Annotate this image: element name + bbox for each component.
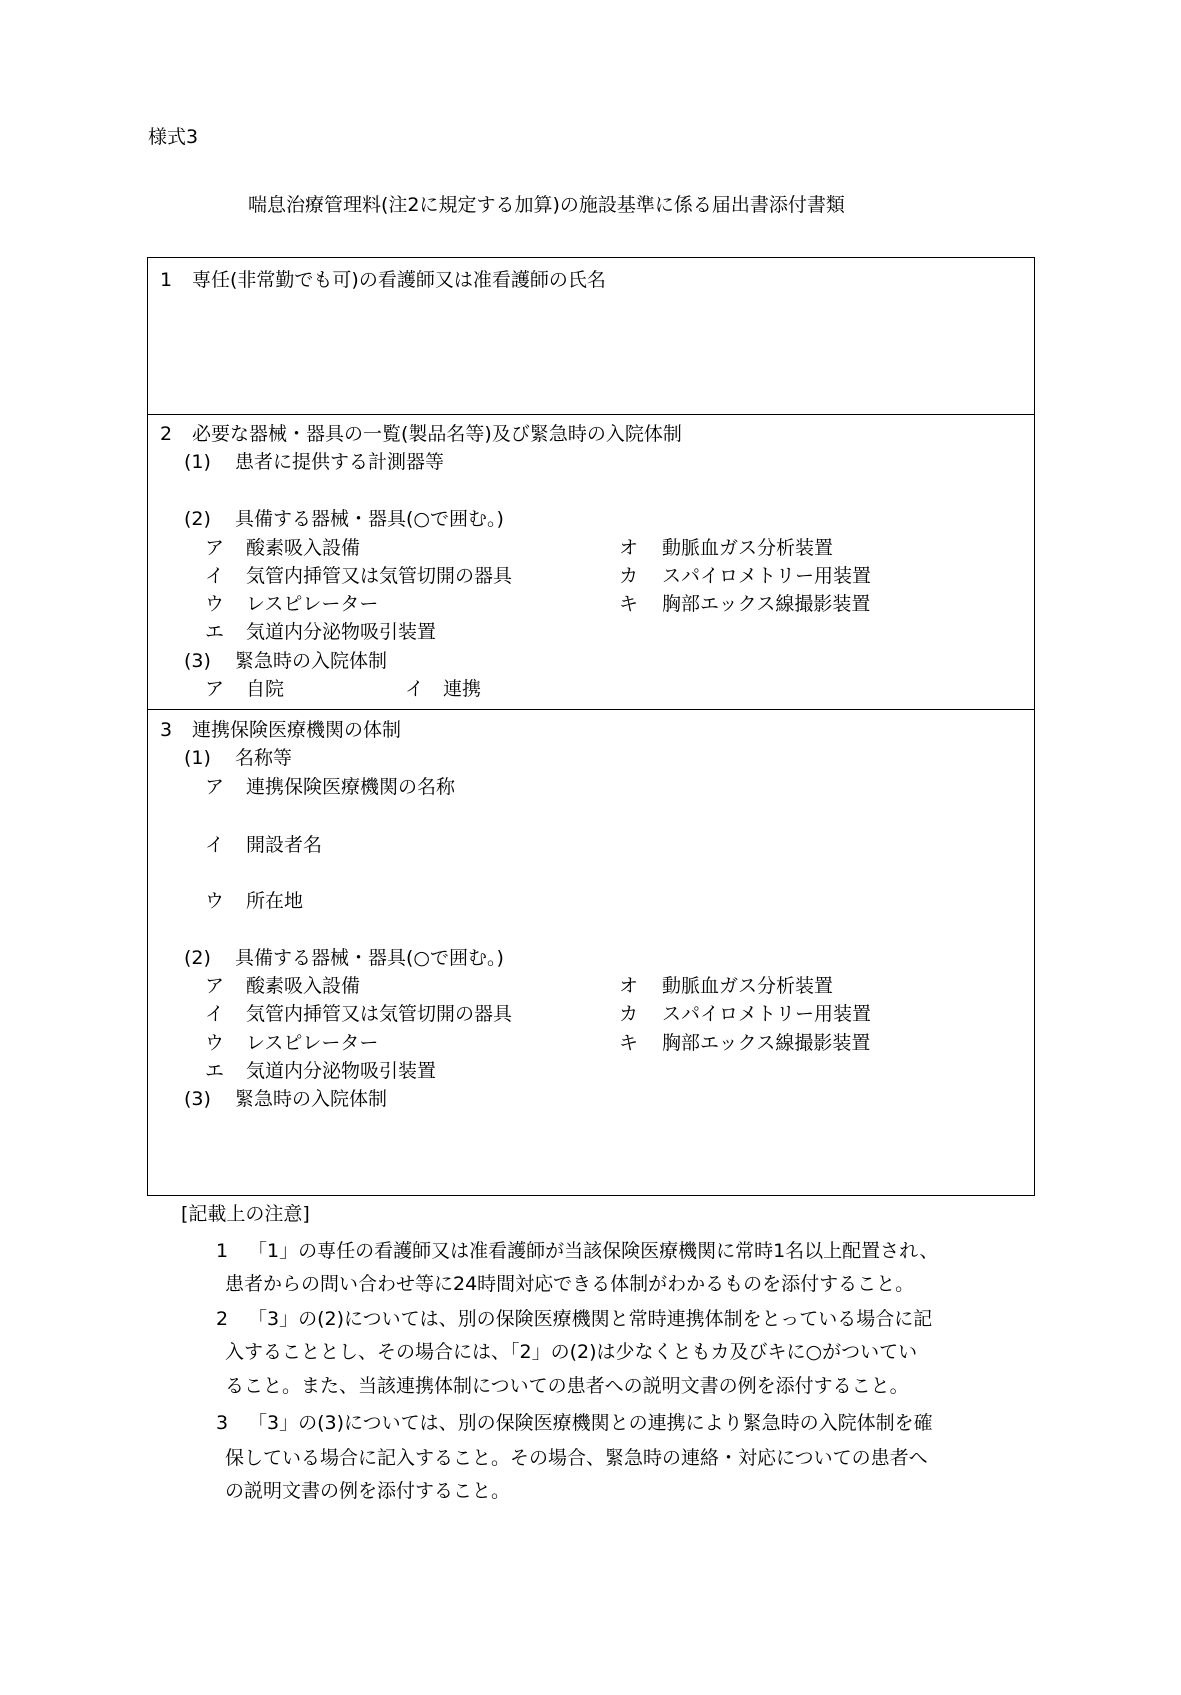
- item-key: イ: [205, 565, 225, 587]
- option-partnership: 連携: [443, 678, 482, 700]
- item-key: ア: [205, 537, 225, 559]
- item-key: カ: [619, 565, 639, 587]
- sub-number: (2): [184, 947, 211, 969]
- section-number: 3: [160, 719, 173, 741]
- note-number: 2: [216, 1308, 229, 1330]
- document-title: 喘息治療管理料(注2に規定する加算)の施設基準に係る届出書添付書類: [248, 194, 845, 216]
- section-number: 2: [160, 423, 173, 445]
- note-number: 1: [216, 1240, 229, 1262]
- item-key: ア: [205, 975, 225, 997]
- section2-label: 必要な器械・器具の一覧(製品名等)及び緊急時の入院体制: [192, 423, 682, 445]
- item-key: イ: [205, 834, 225, 856]
- equipment-item: 動脈血ガス分析装置: [662, 537, 834, 559]
- equipment-item: 胸部エックス線撮影装置: [662, 1032, 871, 1054]
- row-divider: [147, 414, 1035, 415]
- section-number: 1: [160, 269, 173, 291]
- equipment-item: 気管内挿管又は気管切開の器具: [246, 1003, 513, 1025]
- item-key: エ: [205, 621, 225, 643]
- equipment-item: 気管内挿管又は気管切開の器具: [246, 565, 513, 587]
- item-key: ウ: [205, 890, 225, 912]
- sub-number: (1): [184, 747, 211, 769]
- equipment-item: スパイロメトリー用装置: [662, 565, 872, 587]
- equipment-item: レスピレーター: [246, 1032, 379, 1054]
- equipment-item: 酸素吸入設備: [246, 975, 361, 997]
- item-key: ウ: [205, 1032, 225, 1054]
- item-key: キ: [619, 1032, 639, 1054]
- item-key: オ: [619, 537, 639, 559]
- note-line: 入することとし、その場合には、「2」の(2)は少なくともカ及びキに○がついてい: [225, 1341, 918, 1363]
- sub-label: 名称等: [235, 747, 293, 769]
- note-line: 患者からの問い合わせ等に24時間対応できる体制がわかるものを添付すること。: [225, 1273, 915, 1295]
- section1-label: 専任(非常勤でも可)の看護師又は准看護師の氏名: [192, 269, 606, 291]
- note-line: 「1」の専任の看護師又は准看護師が当該保険医療機関に常時1名以上配置され、: [248, 1240, 939, 1262]
- equipment-item: 動脈血ガス分析装置: [662, 975, 834, 997]
- item-key: カ: [619, 1003, 639, 1025]
- field-label: 所在地: [246, 890, 304, 912]
- item-key: キ: [619, 593, 639, 615]
- sub-number: (3): [184, 1088, 211, 1110]
- item-key: イ: [205, 1003, 225, 1025]
- note-line: 「3」の(2)については、別の保険医療機関と常時連携体制をとっている場合に記: [248, 1308, 933, 1330]
- notes-heading: [記載上の注意]: [181, 1203, 310, 1225]
- note-line: 保している場合に記入すること。その場合、緊急時の連絡・対応についての患者へ: [225, 1447, 928, 1469]
- item-key: ウ: [205, 593, 225, 615]
- note-line: ること。また、当該連携体制についての患者への説明文書の例を添付すること。: [225, 1375, 909, 1397]
- equipment-item: 胸部エックス線撮影装置: [662, 593, 871, 615]
- sub-number: (2): [184, 508, 211, 530]
- note-number: 3: [216, 1412, 229, 1434]
- form-number: 様式3: [148, 126, 199, 148]
- sub-label: 具備する器械・器具(○で囲む。): [235, 508, 504, 530]
- sub-label: 緊急時の入院体制: [235, 1088, 388, 1110]
- row-divider: [147, 709, 1035, 710]
- note-line: 「3」の(3)については、別の保険医療機関との連携により緊急時の入院体制を確: [248, 1412, 933, 1434]
- field-label: 開設者名: [246, 834, 323, 856]
- note-line: の説明文書の例を添付すること。: [225, 1480, 511, 1502]
- equipment-item: 気道内分泌物吸引装置: [246, 1060, 437, 1082]
- section3-label: 連携保険医療機関の体制: [192, 719, 402, 741]
- item-key: エ: [205, 1060, 225, 1082]
- sub-label: 具備する器械・器具(○で囲む。): [235, 947, 504, 969]
- item-key: オ: [619, 975, 639, 997]
- field-label: 連携保険医療機関の名称: [246, 776, 456, 798]
- option-own-hospital: 自院: [246, 678, 285, 700]
- sub-label: 緊急時の入院体制: [235, 650, 388, 672]
- option-key: ア: [205, 678, 225, 700]
- equipment-item: スパイロメトリー用装置: [662, 1003, 872, 1025]
- equipment-item: レスピレーター: [246, 593, 379, 615]
- sub-label: 患者に提供する計測器等: [235, 451, 445, 473]
- equipment-item: 気道内分泌物吸引装置: [246, 621, 437, 643]
- item-key: ア: [205, 776, 225, 798]
- sub-number: (3): [184, 650, 211, 672]
- option-key: イ: [405, 678, 425, 700]
- equipment-item: 酸素吸入設備: [246, 537, 361, 559]
- sub-number: (1): [184, 451, 211, 473]
